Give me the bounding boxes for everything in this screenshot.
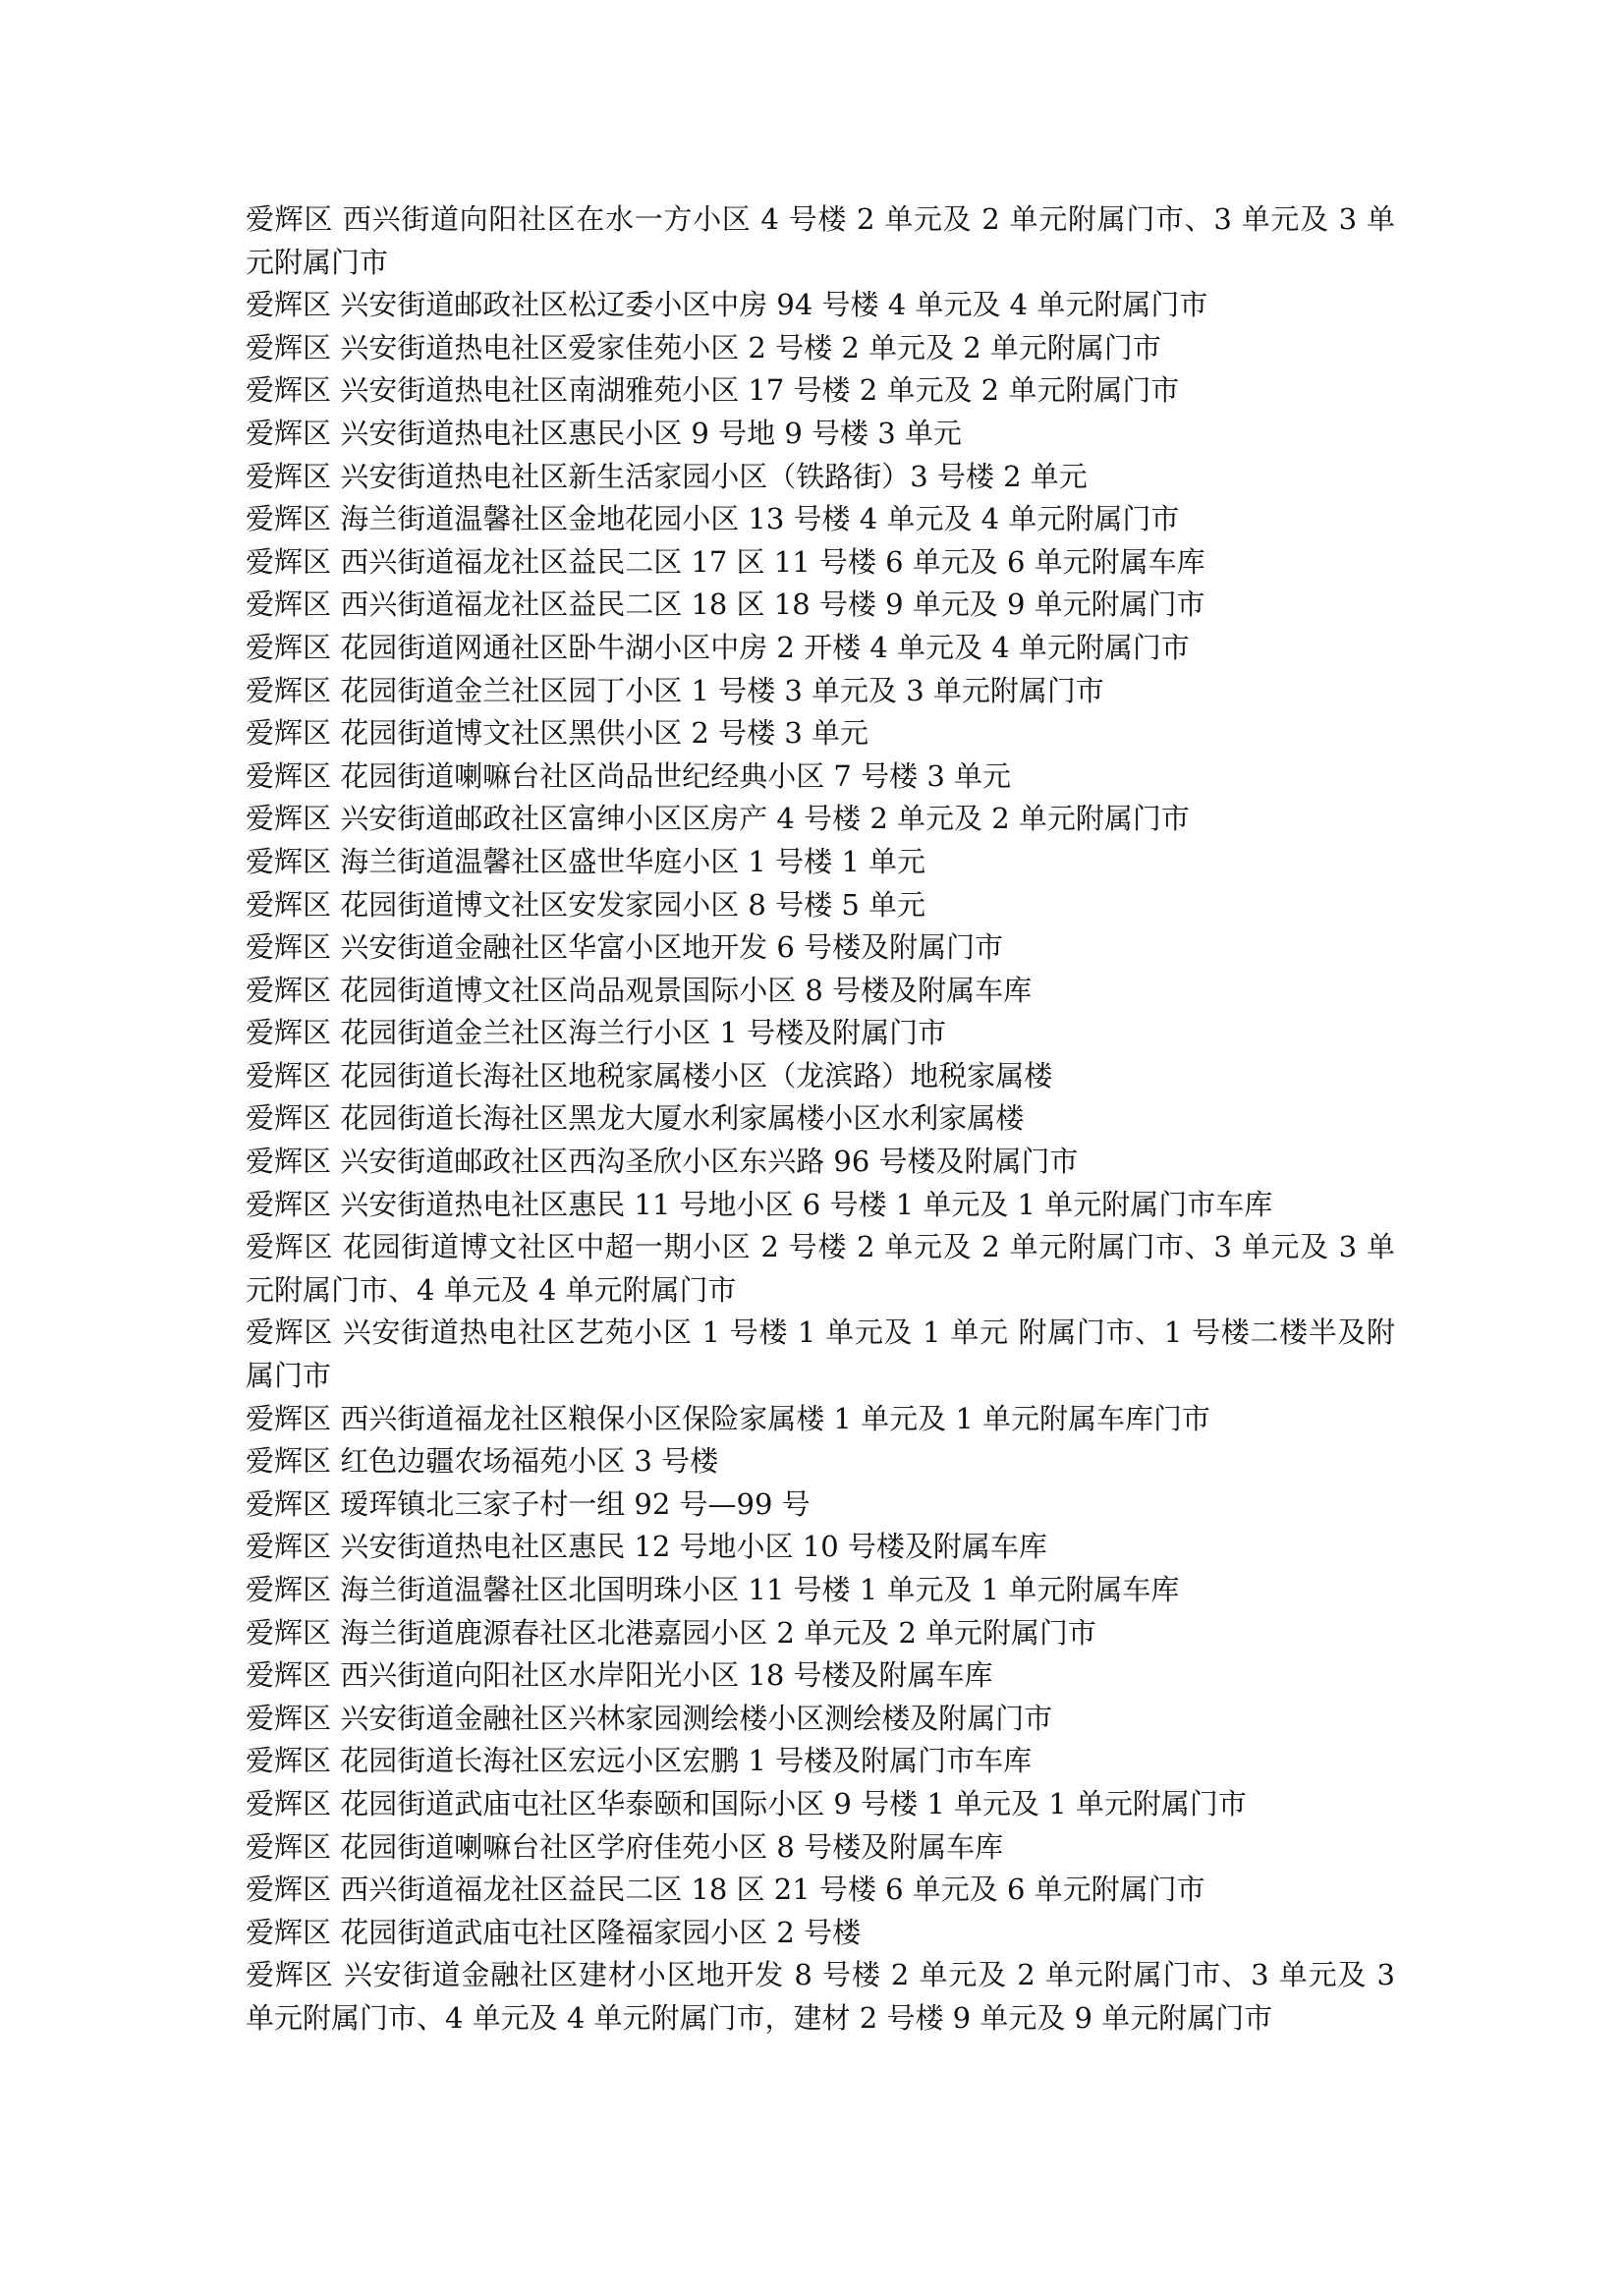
- list-item: 爱辉区 兴安街道热电社区南湖雅苑小区 17 号楼 2 单元及 2 单元附属门市: [246, 373, 1180, 408]
- list-item: 爱辉区 兴安街道邮政社区松辽委小区中房 94 号楼 4 单元及 4 单元附属门市: [246, 288, 1208, 322]
- list-item: 爱辉区 红色边疆农场福苑小区 3 号楼: [246, 1444, 719, 1479]
- list-item: 爱辉区 兴安街道金融社区兴林家园测绘楼小区测绘楼及附属门市: [246, 1701, 1053, 1735]
- list-item: 爱辉区 兴安街道热电社区惠民 11 号地小区 6 号楼 1 单元及 1 单元附属门市车库: [246, 1187, 1273, 1221]
- list-item: 爱辉区 海兰街道温馨社区金地花园小区 13 号楼 4 单元及 4 单元附属门市: [246, 502, 1180, 536]
- list-item: 爱辉区 花园街道长海社区宏远小区宏鹏 1 号楼及附属门市车库: [246, 1744, 1033, 1778]
- list-item: 爱辉区 兴安街道热电社区惠民小区 9 号地 9 号楼 3 单元: [246, 416, 962, 450]
- list-item: 爱辉区 花园街道博文社区尚品观景国际小区 8 号楼及附属车库: [246, 973, 1033, 1007]
- list-item: 爱辉区 花园街道金兰社区海兰行小区 1 号楼及附属门市: [246, 1016, 947, 1050]
- list-item: 爱辉区 西兴街道向阳社区水岸阳光小区 18 号楼及附属车库: [246, 1658, 993, 1693]
- list-item: 爱辉区 兴安街道邮政社区西沟圣欣小区东兴路 96 号楼及附属门市: [246, 1145, 1079, 1179]
- list-item: 爱辉区 花园街道金兰社区园丁小区 1 号楼 3 单元及 3 单元附属门市: [246, 673, 1104, 707]
- list-item: 爱辉区 兴安街道金融社区华富小区地开发 6 号楼及附属门市: [246, 930, 1004, 965]
- list-item: 爱辉区 兴安街道热电社区艺苑小区 1 号楼 1 单元及 1 单元 附属门市、1 号楼二楼半及附属门市: [246, 1315, 1395, 1393]
- list-item: 爱辉区 海兰街道鹿源春社区北港嘉园小区 2 单元及 2 单元附属门市: [246, 1615, 1096, 1650]
- list-item: 爱辉区 海兰街道温馨社区北国明珠小区 11 号楼 1 单元及 1 单元附属车库: [246, 1573, 1180, 1606]
- address-list: [246, 198, 1395, 2041]
- list-item: 爱辉区 兴安街道热电社区惠民 12 号地小区 10 号楼及附属车库: [246, 1530, 1047, 1564]
- list-item: 爱辉区 花园街道武庙屯社区华泰颐和国际小区 9 号楼 1 单元及 1 单元附属门市: [246, 1786, 1247, 1820]
- list-item: 爱辉区 花园街道喇嘛台社区尚品世纪经典小区 7 号楼 3 单元: [246, 758, 1011, 793]
- list-item: 爱辉区 兴安街道邮政社区富绅小区区房产 4 号楼 2 单元及 2 单元附属门市: [246, 802, 1190, 836]
- list-item: 爱辉区 西兴街道福龙社区益民二区 18 区 21 号楼 6 单元及 6 单元附属门市: [246, 1873, 1205, 1907]
- list-item: 爱辉区 西兴街道福龙社区粮保小区保险家属楼 1 单元及 1 单元附属车库门市: [246, 1401, 1210, 1435]
- list-item: 爱辉区 花园街道网通社区卧牛湖小区中房 2 开楼 4 单元及 4 单元附属门市: [246, 630, 1190, 664]
- list-item: 爱辉区 西兴街道福龙社区益民二区 18 区 18 号楼 9 单元及 9 单元附属门市: [246, 588, 1205, 622]
- list-item: 爱辉区 西兴街道向阳社区在水一方小区 4 号楼 2 单元及 2 单元附属门市、3 单元及 3 单元附属门市: [246, 202, 1395, 279]
- list-item: 爱辉区 花园街道武庙屯社区隆福家园小区 2 号楼: [246, 1915, 862, 1949]
- list-item: 爱辉区 海兰街道温馨社区盛世华庭小区 1 号楼 1 单元: [246, 844, 925, 878]
- list-item: 爱辉区 花园街道博文社区中超一期小区 2 号楼 2 单元及 2 单元附属门市、3 单元及 3 单元附属门市、4 单元及 4 单元附属门市: [246, 1230, 1395, 1307]
- list-item: 爱辉区 花园街道喇嘛台社区学府佳苑小区 8 号楼及附属车库: [246, 1829, 1004, 1864]
- list-item: 爱辉区 兴安街道热电社区新生活家园小区（铁路街）3 号楼 2 单元: [246, 459, 1088, 493]
- list-item: 爱辉区 西兴街道福龙社区益民二区 17 区 11 号楼 6 单元及 6 单元附属车库: [246, 544, 1205, 579]
- list-item: 爱辉区 兴安街道热电社区爱家佳苑小区 2 号楼 2 单元及 2 单元附属门市: [246, 330, 1161, 364]
- list-item: 爱辉区 花园街道博文社区黑供小区 2 号楼 3 单元: [246, 716, 868, 751]
- list-item: 爱辉区 花园街道长海社区黑龙大厦水利家属楼小区水利家属楼: [246, 1101, 1025, 1136]
- list-item: 爱辉区 瑷珲镇北三家子村一组 92 号—99 号: [246, 1486, 811, 1521]
- list-item: 爱辉区 花园街道博文社区安发家园小区 8 号楼 5 单元: [246, 887, 925, 922]
- list-item: 爱辉区 花园街道长海社区地税家属楼小区（龙滨路）地税家属楼: [246, 1058, 1053, 1092]
- list-item: 爱辉区 兴安街道金融社区建材小区地开发 8 号楼 2 单元及 2 单元附属门市、3 单元及 3 单元附属门市、4 单元及 4 单元附属门市，建材 2 号楼 9 单元及 9 单元附属门市: [246, 1958, 1395, 2035]
